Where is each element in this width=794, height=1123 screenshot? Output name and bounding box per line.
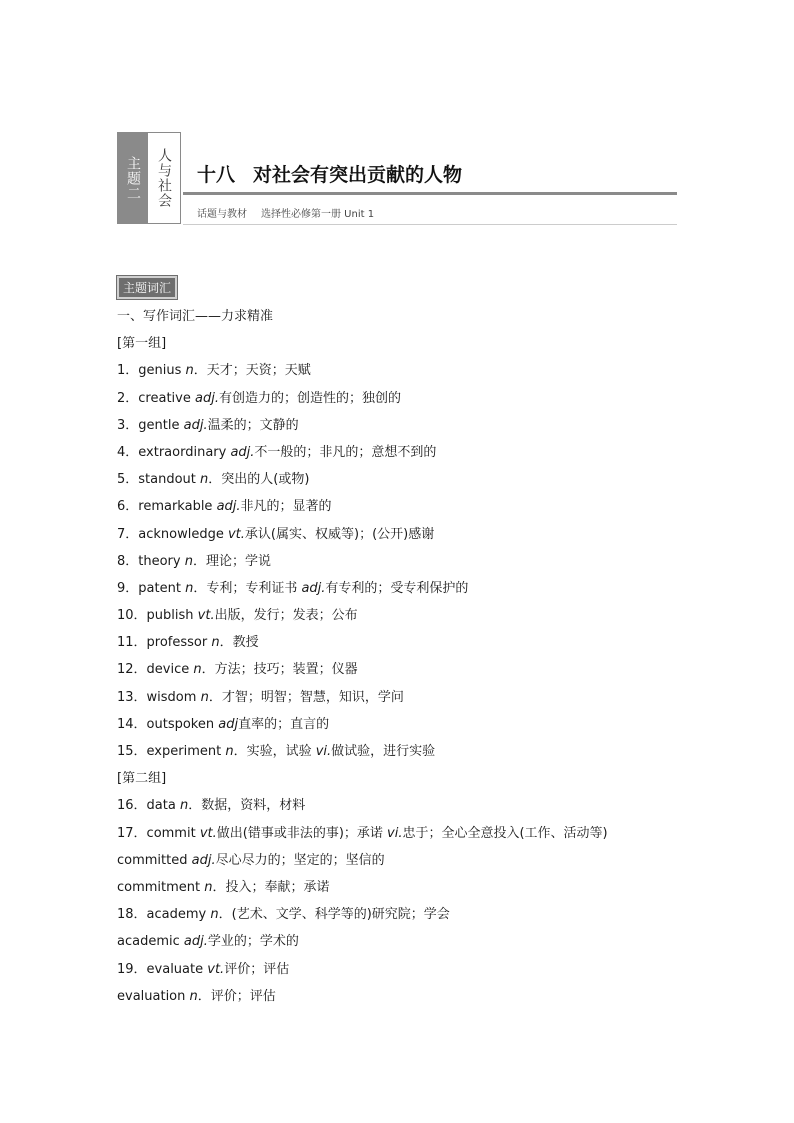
lesson-header — [117, 132, 677, 226]
theme-badge — [117, 132, 181, 224]
entry-word: 14．outspoken — [117, 716, 219, 732]
entry-word: evaluation — [117, 988, 190, 1004]
entry-meaning: ．投入；奉献；承诺 — [212, 879, 330, 895]
group-label: [第二组] — [117, 771, 167, 787]
vocab-entry — [117, 956, 677, 983]
entry-meaning: ．数据，资料，材料 — [188, 798, 306, 814]
entry-meaning: 非凡的；显著的 — [240, 499, 332, 515]
part-of-speech: adj. — [194, 390, 219, 406]
section-tag: 主题词汇 — [117, 276, 177, 299]
vocab-entry — [117, 711, 677, 738]
topic-label: 话题与教材 — [197, 209, 247, 220]
part-of-speech: n — [189, 988, 198, 1004]
part-of-speech: n — [179, 798, 189, 814]
entry-meaning: 做出(错事或非法的事)；承诺 — [216, 825, 388, 841]
vocab-entry — [117, 629, 677, 656]
entry-meaning: 评价；评估 — [224, 961, 290, 977]
theme-number: 主题二 — [118, 133, 148, 223]
vocab-entry — [117, 602, 677, 629]
vocab-entry — [117, 983, 677, 1010]
lesson-number: 十八 — [197, 164, 236, 186]
vocab-entry — [117, 412, 677, 439]
vocab-entry — [117, 847, 677, 874]
part-of-speech: vt. — [197, 608, 215, 624]
entry-word: 6．remarkable — [117, 499, 217, 515]
vocab-entry — [117, 684, 677, 711]
entry-word: 5．standout — [117, 472, 201, 488]
entry-meaning: ．天才；天资；天赋 — [193, 363, 311, 379]
entry-word: 9．patent — [117, 580, 186, 596]
part-of-speech: adj. — [301, 580, 326, 596]
lesson-title — [197, 160, 462, 187]
part-of-speech: vt. — [199, 825, 217, 841]
entry-word: 3．gentle — [117, 417, 184, 433]
part-of-speech: n — [193, 662, 202, 678]
vocab-entry — [117, 575, 677, 602]
entry-meaning: 温柔的；文静的 — [207, 417, 299, 433]
entry-meaning: 承认(属实、权威等)；(公开)感谢 — [244, 526, 435, 542]
entry-word: 17．commit — [117, 825, 200, 841]
entry-meaning: 直率的；直言的 — [238, 716, 330, 732]
vocab-entry — [117, 493, 677, 520]
lesson-subinfo — [197, 205, 374, 220]
entry-word: 8．theory — [117, 553, 185, 569]
part-of-speech: vt. — [207, 961, 225, 977]
part-of-speech: n — [204, 879, 213, 895]
entry-meaning: 出版，发行；发表；公布 — [214, 608, 358, 624]
entry-word: 13．wisdom — [117, 689, 201, 705]
entry-word: committed — [117, 852, 192, 868]
entry-meaning: ．突出的人(或物) — [208, 472, 310, 488]
entry-word: 12．device — [117, 662, 194, 678]
part-of-speech: adj. — [216, 499, 241, 515]
entry-word: 19．evaluate — [117, 961, 208, 977]
part-of-speech: n — [211, 635, 220, 651]
part-of-speech: n — [200, 472, 209, 488]
entry-meaning: ．实验，试验 — [233, 744, 316, 759]
part-of-speech: vt. — [227, 526, 245, 542]
entry-meaning: ．评价；评估 — [197, 988, 276, 1004]
part-of-speech: n — [225, 744, 234, 759]
entry-meaning: ．才智；明智；智慧，知识，学问 — [208, 689, 404, 705]
lesson-title-text: 对社会有突出贡献的人物 — [253, 164, 463, 186]
group-label: [第一组] — [117, 336, 167, 352]
entry-word: 2．creative — [117, 390, 195, 406]
vocab-entry — [117, 820, 677, 847]
entry-word: 15．experiment — [117, 744, 226, 759]
vocab-entry — [117, 439, 677, 466]
entry-word: 1．genius — [117, 363, 186, 379]
entry-meaning: ．理论；学说 — [192, 553, 271, 569]
entry-word: commitment — [117, 879, 205, 895]
part-of-speech: vi. — [315, 744, 332, 759]
vocab-entry — [117, 466, 677, 493]
vocab-entry — [117, 738, 677, 765]
vocab-entry — [117, 874, 677, 901]
part-of-speech: n — [184, 553, 193, 569]
entry-meaning: 做试验，进行实验 — [331, 744, 436, 759]
entry-word: 11．professor — [117, 635, 212, 651]
vocabulary-list — [117, 303, 677, 1010]
part-of-speech: n — [185, 363, 194, 379]
header-divider — [183, 224, 677, 225]
vocab-entry — [117, 385, 677, 412]
entry-word: academic — [117, 934, 184, 950]
part-of-speech: adj. — [191, 852, 216, 868]
part-of-speech: adj. — [230, 444, 255, 460]
part-of-speech: adj. — [183, 934, 208, 950]
title-divider — [183, 192, 677, 195]
section-heading: 一、写作词汇——力求精准 — [117, 309, 274, 324]
entry-word: 4．extraordinary — [117, 444, 231, 460]
textbook-label: 选择性必修第一册 Unit 1 — [261, 209, 375, 220]
part-of-speech: n — [200, 689, 209, 705]
vocab-entry — [117, 357, 677, 384]
entry-meaning: 有专利的；受专利保护的 — [325, 580, 469, 596]
part-of-speech: adj. — [183, 417, 208, 433]
vocab-entry — [117, 656, 677, 683]
vocab-entry — [117, 901, 677, 928]
entry-word: 10．publish — [117, 608, 198, 624]
vocabulary-lines — [117, 330, 677, 1010]
vocab-entry — [117, 928, 677, 955]
vocab-entry — [117, 548, 677, 575]
entry-word: 18．academy — [117, 907, 211, 923]
part-of-speech: n — [185, 580, 194, 596]
entry-meaning: ．教授 — [219, 635, 259, 651]
vocab-entry — [117, 792, 677, 819]
entry-meaning: 学业的；学术的 — [207, 934, 299, 950]
entry-meaning: ．(艺术、文学、科学等的)研究院；学会 — [218, 907, 450, 923]
part-of-speech: vi. — [387, 825, 403, 841]
part-of-speech: n — [210, 907, 219, 923]
entry-word: 16．data — [117, 798, 180, 814]
entry-meaning: 忠于；全心全意投入(工作、活动等) — [402, 825, 608, 841]
entry-meaning: 尽心尽力的；坚定的；坚信的 — [215, 852, 385, 868]
entry-word: 7．acknowledge — [117, 526, 228, 542]
vocab-entry — [117, 521, 677, 548]
entry-meaning: ．方法；技巧；装置；仪器 — [201, 662, 358, 678]
theme-name: 人与社会 — [156, 148, 172, 208]
entry-meaning: 有创造力的；创造性的；独创的 — [218, 390, 401, 406]
entry-meaning: 不一般的；非凡的；意想不到的 — [254, 444, 437, 460]
entry-meaning: ．专利；专利证书 — [193, 580, 302, 596]
part-of-speech: adj — [218, 716, 239, 732]
